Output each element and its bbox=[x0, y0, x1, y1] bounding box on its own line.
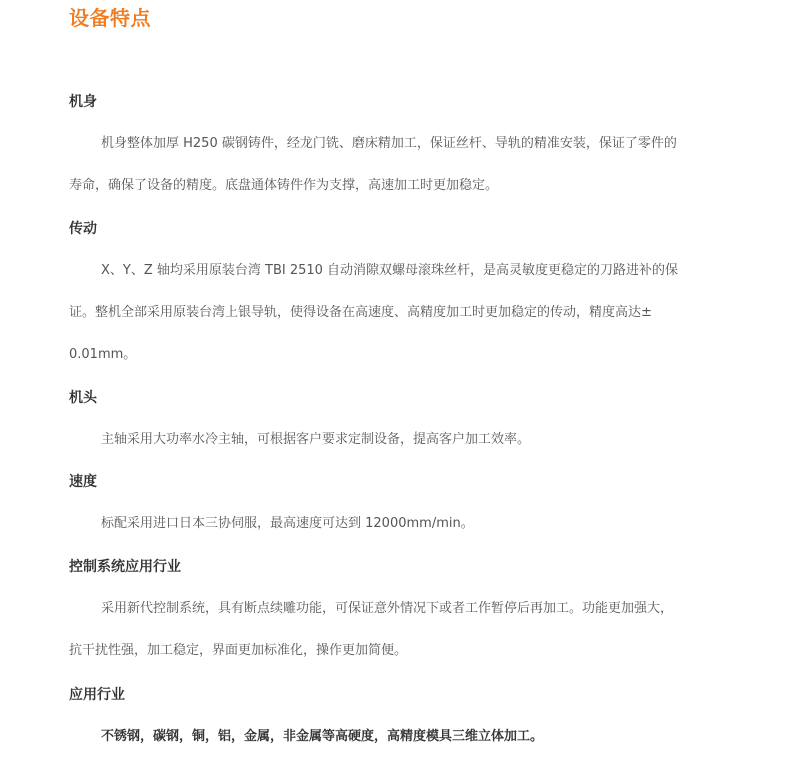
section-transmission-line-2: 证。整机全部采用原装台湾上银导轨，使得设备在高速度、高精度加工时更加稳定的传动，精度高达± bbox=[69, 305, 652, 320]
section-heading-speed: 速度 bbox=[69, 474, 97, 490]
section-transmission-line-3: 0.01mm。 bbox=[69, 347, 137, 362]
section-body-line-1: 机身整体加厚 H250 碳钢铸件，经龙门铣、磨床精加工，保证丝杆、导轨的精准安装，保证了零件的 bbox=[101, 136, 677, 151]
page-title: 设备特点 bbox=[69, 6, 151, 30]
section-heading-spindle: 机头 bbox=[69, 390, 97, 406]
section-control-system-line-2: 抗干扰性强，加工稳定，界面更加标准化，操作更加简便。 bbox=[69, 643, 408, 658]
section-heading-body: 机身 bbox=[69, 94, 97, 110]
section-heading-control-system: 控制系统应用行业 bbox=[69, 559, 181, 575]
section-control-system-line-1: 采用新代控制系统，具有断点续雕功能，可保证意外情况下或者工作暂停后再加工。功能更加强大， bbox=[101, 601, 674, 616]
section-heading-transmission: 传动 bbox=[69, 221, 97, 237]
section-spindle-line-1: 主轴采用大功率水冷主轴，可根据客户要求定制设备，提高客户加工效率。 bbox=[101, 432, 531, 447]
section-body-line-2: 寿命，确保了设备的精度。底盘通体铸件作为支撑，高速加工时更加稳定。 bbox=[69, 178, 499, 193]
section-applications-line-1: 不锈钢，碳钢，铜，铝，金属，非金属等高硬度，高精度模具三维立体加工。 bbox=[101, 729, 544, 744]
section-transmission-line-1: X、Y、Z 轴均采用原装台湾 TBI 2510 自动消隙双螺母滚珠丝杆，是高灵敏度更稳定的刀路进补的保 bbox=[101, 263, 679, 278]
section-speed-line-1: 标配采用进口日本三协伺服，最高速度可达到 12000mm/min。 bbox=[101, 516, 474, 531]
section-heading-applications: 应用行业 bbox=[69, 687, 125, 703]
